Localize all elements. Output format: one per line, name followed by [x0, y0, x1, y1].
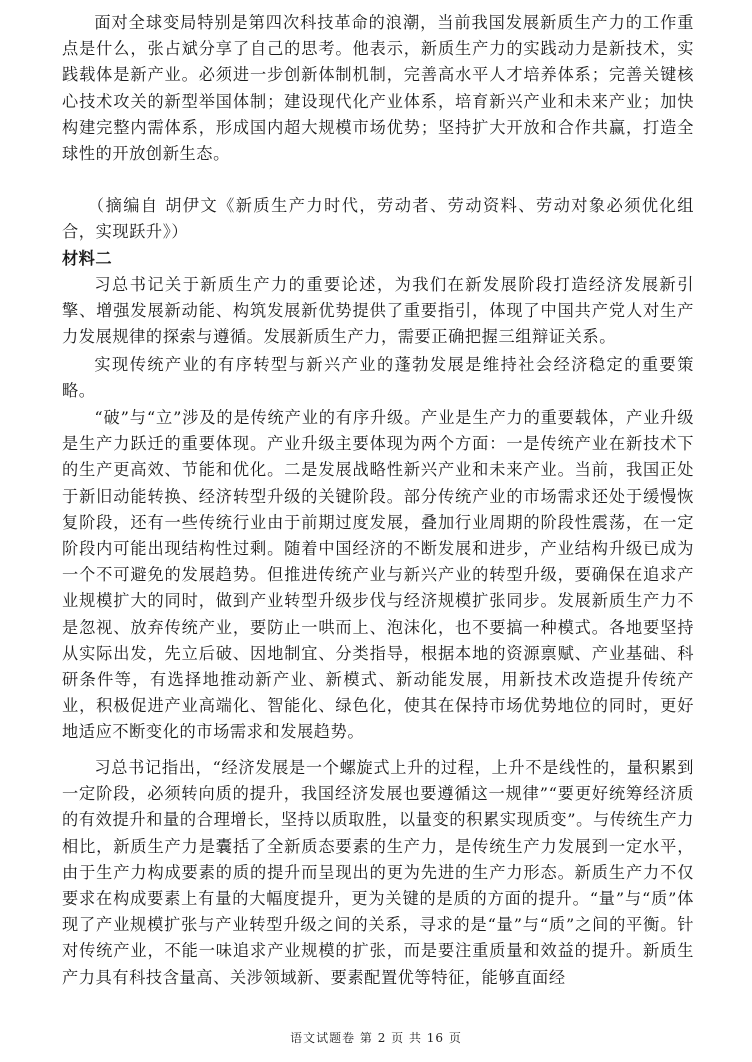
section-paragraph-2: 实现传统产业的有序转型与新兴产业的蓬勃发展是维持社会经济稳定的重要策略。 [62, 355, 694, 401]
section-heading: 材料二 [62, 249, 113, 268]
page-footer: 语文试题卷 第 2 页 共 16 页 [290, 1031, 462, 1045]
section-paragraph-3: “破”与“立”涉及的是传统产业的有序升级。产业是生产力的重要载体，产业升级是生产力跃迁的重要体现。产业升级主要体现为两个方面：一是传统产业在新技术下的生产更高效、节能和优化。二是发展战略性新兴产业和未来产业。当前，我国正处于新旧动能转换、经济转型升级的关键阶段。部分传统产业的市场需求还处于缓慢恢复阶段，还有一些传统行业由于前期过度发展，叠加行业周期的阶段性震荡，在一定阶段内可能出现结构性过剩。随着中国经济的不断发展和进步，产业结构升级已成为一个不可避免的发展趋势。但推进传统产业与新兴产业的转型升级，要确保在追求产业规模扩大的同时，做到产业转型升级步伐与经济规模扩张同步。发展新质生产力不是忽视、放弃传统产业，要防止一哄而上、泡沫化，也不要搞一种模式。各地要坚持从实际出发，先立后破、因地制宜、分类指导，根据本地的资源禀赋、产业基础、科研条件等，有选择地推动新产业、新模式、新动能发展，用新技术改造提升传统产业，积极促进产业高端化、智能化、绿色化，使其在保持市场优势地位的同时，更好地适应不断变化的市场需求和发展趋势。 [62, 408, 694, 742]
source-citation: （摘编自 胡伊文《新质生产力时代，劳动者、劳动资料、劳动对象必须优化组合，实现跃升》） [62, 196, 694, 242]
body-paragraph-1: 面对全球变局特别是第四次科技革命的浪潮，当前我国发展新质生产力的工作重点是什么，张占斌分享了自己的思考。他表示，新质生产力的实践动力是新技术，实践载体是新产业。必须进一步创新体制机制，完善高水平人才培养体系；完善关键核心技术攻关的新型举国体制；建设现代化产业体系，培育新兴产业和未来产业；加快构建完整内需体系，形成国内超大规模市场优势；坚持扩大开放和合作共赢，打造全球性的开放创新生态。 [62, 13, 694, 164]
section-paragraph-4: 习总书记指出，“经济发展是一个螺旋式上升的过程，上升不是线性的，量积累到一定阶段，必须转向质的提升，我国经济发展也要遵循这一规律”“要更好统筹经济质的有效提升和量的合理增长，坚持以质取胜，以量变的积累实现质变”。与传统生产力相比，新质生产力是囊括了全新质态要素的生产力，是传统生产力发展到一定水平，由于生产力构成要素的质的提升而呈现出的更为先进的生产力形态。新质生产力不仅要求在构成要素上有量的大幅度提升，更为关键的是质的方面的提升。“量”与“质”体现了产业规模扩张与产业转型升级之间的关系，寻求的是“量”与“质”之间的平衡。针对传统产业，不能一味追求产业规模的扩张，而是要注重质量和效益的提升。新质生产力具有科技含量高、关涉领域新、要素配置优等特征，能够直面经 [62, 758, 694, 987]
section-paragraph-1: 习总书记关于新质生产力的重要论述，为我们在新发展阶段打造经济发展新引擎、增强发展新动能、构筑发展新优势提供了重要指引，体现了中国共产党人对生产力发展规律的探索与遵循。发展新质生产力，需要正确把握三组辩证关系。 [62, 275, 694, 347]
